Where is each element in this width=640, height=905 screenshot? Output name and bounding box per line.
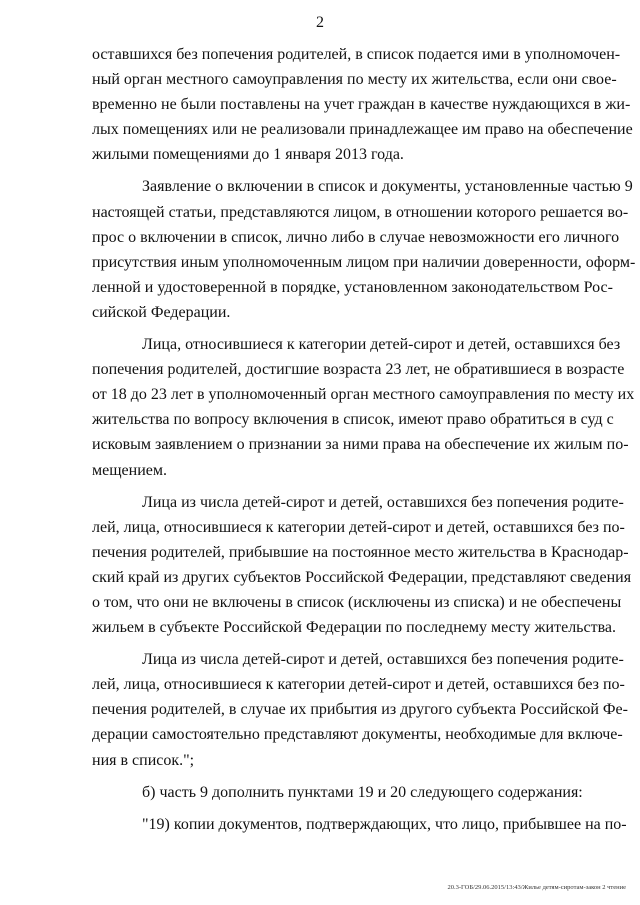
- text-line: настоящей статьи, представляются лицом, в отношении которого решается во-: [92, 203, 629, 221]
- page-number: 2: [316, 14, 324, 31]
- text-line: ния в список.";: [92, 751, 195, 769]
- text-line: жилыми помещениями до 1 января 2013 года.: [92, 146, 404, 164]
- text-line: временно не были поставлены на учет граждан в качестве нуждающихся в жи-: [92, 96, 631, 114]
- paragraph: [92, 647, 628, 772]
- text-line: прос о включении в список, лично либо в случае невозможности его личного: [92, 228, 620, 246]
- text-line: исковым заявлением о признании за ними права на обеспечение их жилым по-: [92, 436, 629, 454]
- paragraph: [92, 490, 632, 641]
- text-line: печения родителей, в случае их прибытия из другого субъекта Российской Фе-: [92, 701, 628, 719]
- document-body: [92, 42, 636, 837]
- paragraph: [92, 174, 636, 325]
- text-line: печения родителей, прибывшие на постоянное место жительства в Краснодар-: [92, 543, 629, 561]
- text-line: ленной и удостоверенной в порядке, установленном законодательством Рос-: [92, 278, 613, 296]
- text-line: лых помещениях или не реализовали принадлежащее им право на обеспечение: [92, 121, 633, 139]
- text-line: попечения родителей, достигшие возраста 23 лет, не обратившиеся в возрасте: [92, 361, 625, 379]
- text-line: дерации самостоятельно представляют документы, необходимые для включе-: [92, 726, 623, 744]
- paragraph: [92, 42, 633, 167]
- text-line: б) часть 9 дополнить пунктами 19 и 20 следующего содержания:: [142, 783, 583, 801]
- text-line: лей, лица, относившиеся к категории детей-сирот и детей, оставшихся без по-: [92, 676, 625, 694]
- document-footer: 20.3-ГОБ/29.06.2015/13:43/Жилье детям-сиротам-закон 2 чтение: [447, 884, 626, 891]
- paragraph: [92, 780, 612, 805]
- text-line: лей, лица, относившиеся к категории детей-сирот и детей, оставшихся без по-: [92, 518, 625, 536]
- text-line: жительства по вопросу включения в список, имеют право обратиться в суд с: [92, 411, 614, 429]
- text-line: мещением.: [92, 461, 167, 479]
- text-line: ный орган местного самоуправления по месту их жительства, если они свое-: [92, 71, 617, 89]
- paragraph: [92, 332, 635, 483]
- text-line: жильем в субъекте Российской Федерации по последнему месту жительства.: [92, 619, 617, 637]
- text-line: Заявление о включении в список и документы, установленные частью 9: [142, 178, 633, 196]
- text-line: сийской Федерации.: [92, 303, 231, 321]
- text-line: Лица из числа детей-сирот и детей, оставшихся без попечения родите-: [142, 493, 624, 511]
- text-line: от 18 до 23 лет в уполномоченный орган местного самоуправления по месту их: [92, 386, 635, 404]
- text-line: Лица из числа детей-сирот и детей, оставшихся без попечения родите-: [142, 651, 624, 669]
- text-line: Лица, относившиеся к категории детей-сирот и детей, оставшихся без: [142, 336, 621, 354]
- paragraph: [92, 812, 627, 837]
- text-line: ский край из других субъектов Российской Федерации, представляют сведения: [92, 568, 632, 586]
- text-line: о том, что они не включены в список (исключены из списка) и не обеспечены: [92, 593, 622, 611]
- text-line: присутствия иным уполномоченным лицом при наличии доверенности, оформ-: [92, 253, 636, 271]
- text-line: "19) копии документов, подтверждающих, что лицо, прибывшее на по-: [142, 815, 627, 833]
- text-line: оставшихся без попечения родителей, в список подается ими в уполномочен-: [92, 46, 621, 63]
